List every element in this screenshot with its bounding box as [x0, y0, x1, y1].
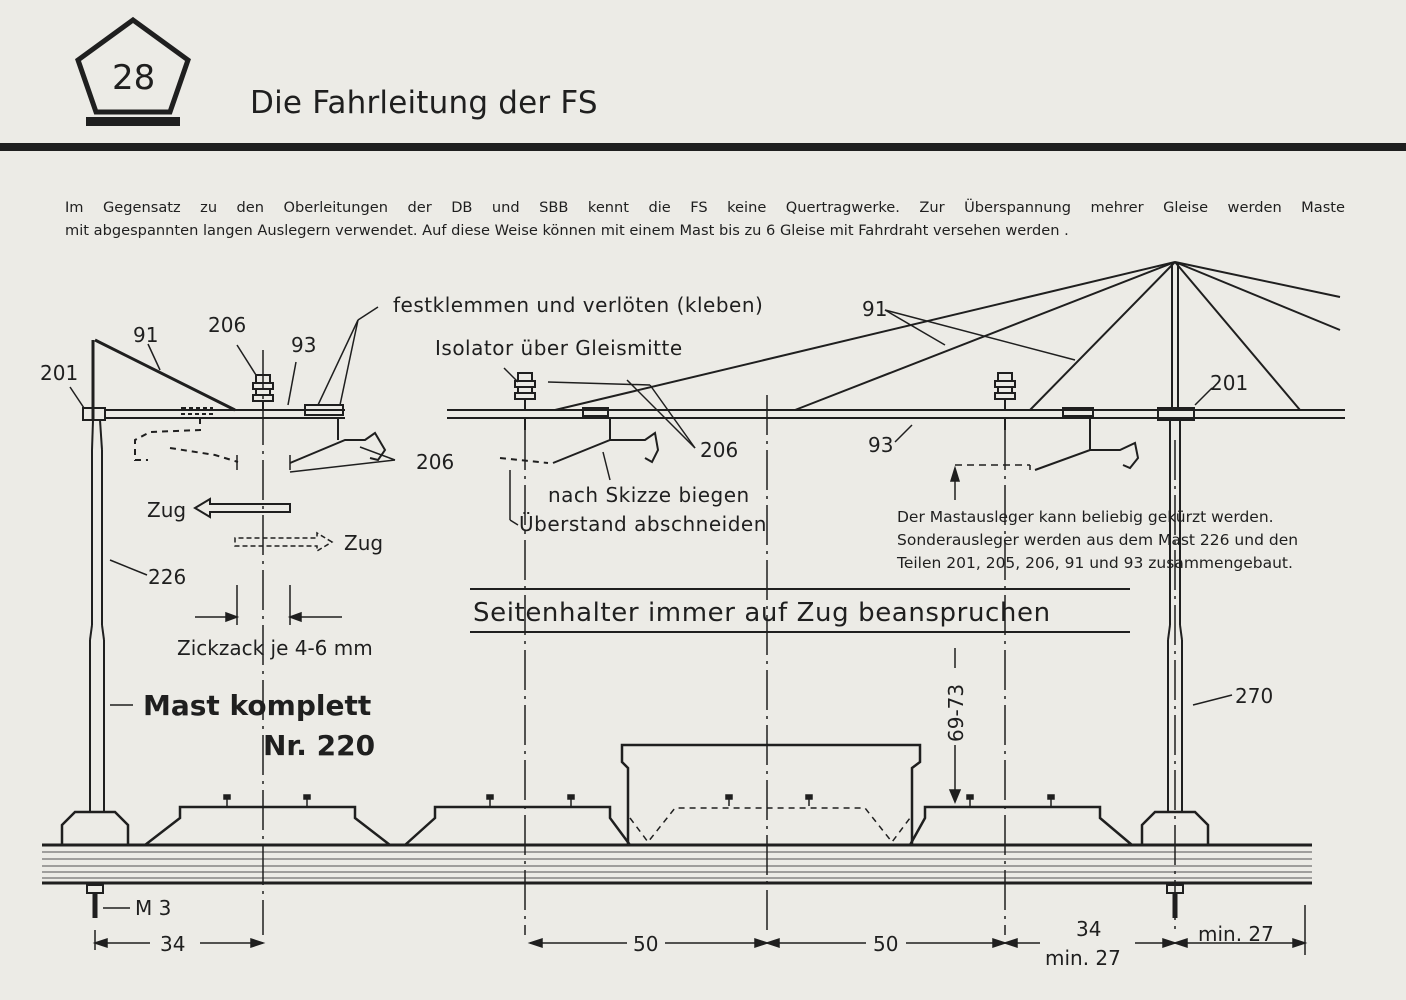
label-91-right: 91 [862, 297, 888, 321]
label-93-top: 93 [291, 333, 317, 357]
dim-min27-a: min. 27 [1045, 946, 1121, 970]
label-isolator: Isolator über Gleismitte [435, 336, 683, 360]
bottom-dimensions [95, 905, 1305, 955]
label-206-top: 206 [208, 313, 247, 337]
page-title: Die Fahrleitung der FS [250, 85, 598, 121]
label-91-left: 91 [133, 323, 159, 347]
note-arrow [951, 468, 959, 500]
note-line-3: Teilen 201, 205, 206, 91 und 93 zusammengebaut. [897, 554, 1293, 572]
zickzack-dims [195, 585, 342, 625]
emblem-base [86, 117, 180, 126]
ground-block [42, 845, 1312, 883]
dim-34-right: 34 [1076, 917, 1102, 941]
label-270: 270 [1235, 684, 1274, 708]
label-festklemmen: festklemmen und verlöten (kleben) [393, 293, 764, 317]
label-zug-right: Zug [344, 531, 384, 555]
label-height: 69-73 [944, 683, 968, 742]
left-mast [62, 340, 235, 918]
dim-50-b: 50 [873, 932, 899, 956]
header-rule [0, 143, 1406, 151]
label-206-right-left: 206 [416, 450, 455, 474]
label-ueberstand: Überstand abschneiden [519, 512, 767, 536]
intro-line-2: mit abgespannten langen Auslegern verwendet. Auf diese Weise können mit einem Mast bis zu 6 Gleise mit Fahrdraht versehen werden . [65, 222, 1069, 239]
rails [224, 795, 1054, 806]
dim-34-left: 34 [160, 932, 186, 956]
label-mast-komplett: Mast komplett [143, 689, 372, 722]
label-nach-skizze: nach Skizze biegen [548, 483, 750, 507]
page-emblem [78, 20, 188, 112]
note-line-1: Der Mastausleger kann beliebig gekürzt werden. [897, 508, 1274, 526]
right-boom [447, 373, 1345, 935]
page-number: 28 [112, 58, 156, 98]
label-zug-left: Zug [147, 498, 187, 522]
label-mast-nr: Nr. 220 [263, 729, 376, 762]
label-226: 226 [148, 565, 187, 589]
label-93-right: 93 [868, 433, 894, 457]
intro-line-1: Im Gegensatz zu den Oberleitungen der DB und SBB kennt die FS keine Quertragwerke. Zur Überspannung mehrer Gleise werden Maste [65, 199, 1345, 216]
label-zickzack: Zickzack je 4-6 mm [177, 636, 373, 660]
label-206-mid: 206 [700, 438, 739, 462]
dim-50-a: 50 [633, 932, 659, 956]
note-line-2: Sonderausleger werden aus dem Mast 226 und den [897, 531, 1299, 549]
label-seitenhalter: Seitenhalter immer auf Zug beanspruchen [473, 598, 1051, 628]
label-201-right: 201 [1210, 371, 1249, 395]
dim-min27-b: min. 27 [1198, 922, 1274, 946]
label-201-left: 201 [40, 361, 79, 385]
label-m3: M 3 [135, 896, 172, 920]
